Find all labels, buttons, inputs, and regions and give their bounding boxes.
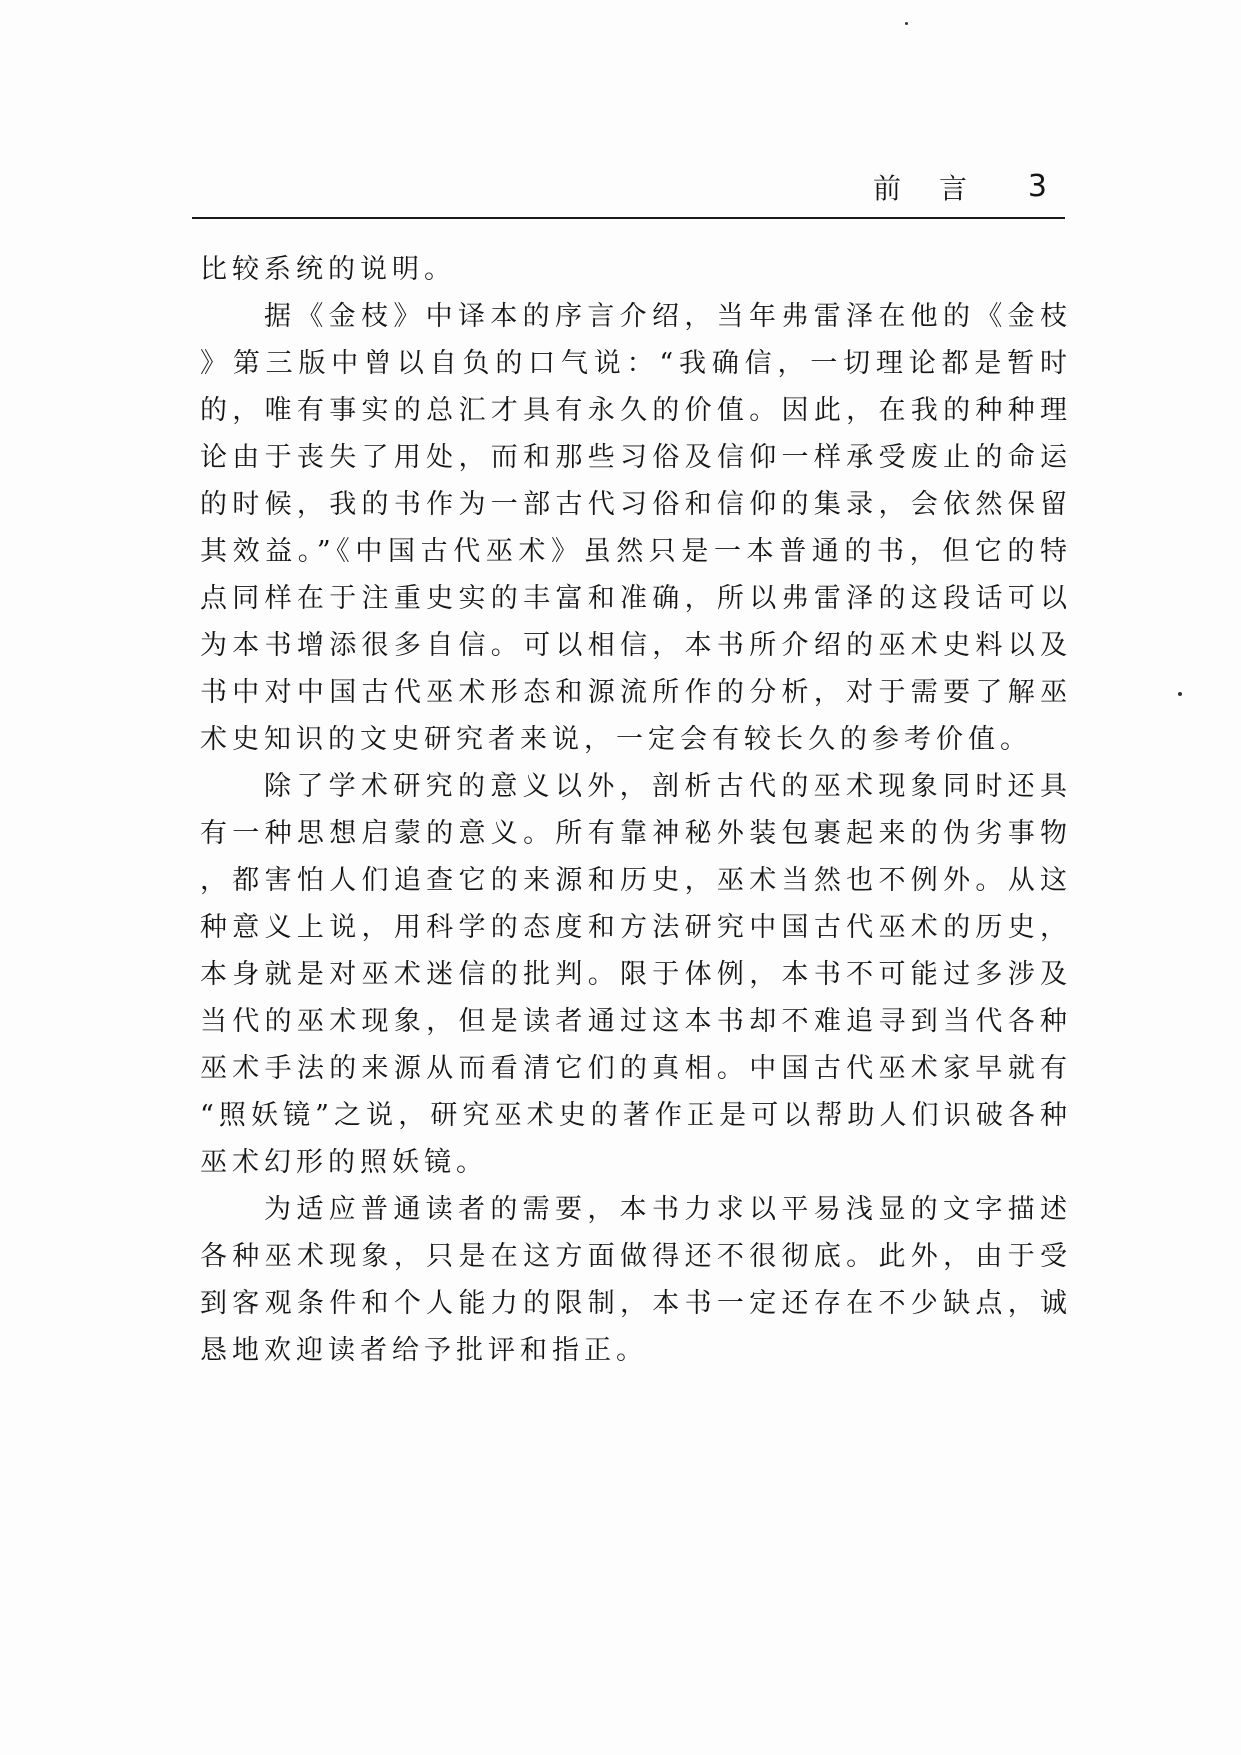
section-title: 前言 xyxy=(872,172,1005,205)
paragraph-enlightenment: 除了学术研究的意义以外，剖析古代的巫术现象同时还具有一种思想启蒙的意义。所有靠神秘外装包裹起来的伪劣事物，都害怕人们追查它的来源和历史，巫术当然也不例外。从这种意义上说，用科学的态度和方法研究中国古代巫术的历史，本身就是对巫术迷信的批判。限于体例，本书不可能过多涉及当代的巫术现象，但是读者通过这本书却不难追寻到当代各种巫术手法的来源从而看清它们的真相。中国古代巫术家早就有“照妖镜”之说，研究巫术史的著作正是可以帮助人们识破各种巫术幻形的照妖镜。 xyxy=(200,771,1072,1178)
paragraph-closing: 为适应普通读者的需要，本书力求以平易浅显的文字描述各种巫术现象，只是在这方面做得还不很彻底。此外，由于受到客观条件和个人能力的限制，本书一定还存在不少缺点，诚恳地欢迎读者给予批评和指正。 xyxy=(200,1194,1072,1366)
running-header xyxy=(192,168,1065,218)
scan-speck xyxy=(905,22,908,25)
paragraph-continuation: 比较系统的说明。 xyxy=(200,254,456,285)
paragraph-frazer-quote: 据《金枝》中译本的序言介绍，当年弗雷泽在他的《金枝》第三版中曾以自负的口气说：“我确信，一切理论都是暂时的，唯有事实的总汇才具有永久的价值。因此，在我的种种理论由于丧失了用处，而和那些习俗及信仰一样承受废止的命运的时候，我的书作为一部古代习俗和信仰的集录，会依然保留其效益。”《中国古代巫术》虽然只是一本普通的书，但它的特点同样在于注重史实的丰富和准确，所以弗雷泽的这段话可以为本书增添很多自信。可以相信，本书所介绍的巫术史料以及书中对中国古代巫术形态和源流所作的分析，对于需要了解巫术史知识的文史研究者来说，一定会有较长久的参考价值。 xyxy=(200,301,1072,755)
scan-speck xyxy=(1178,692,1182,696)
page-number: 3 xyxy=(1027,169,1047,204)
body-text xyxy=(200,246,1072,1374)
header-rule xyxy=(192,217,1065,219)
